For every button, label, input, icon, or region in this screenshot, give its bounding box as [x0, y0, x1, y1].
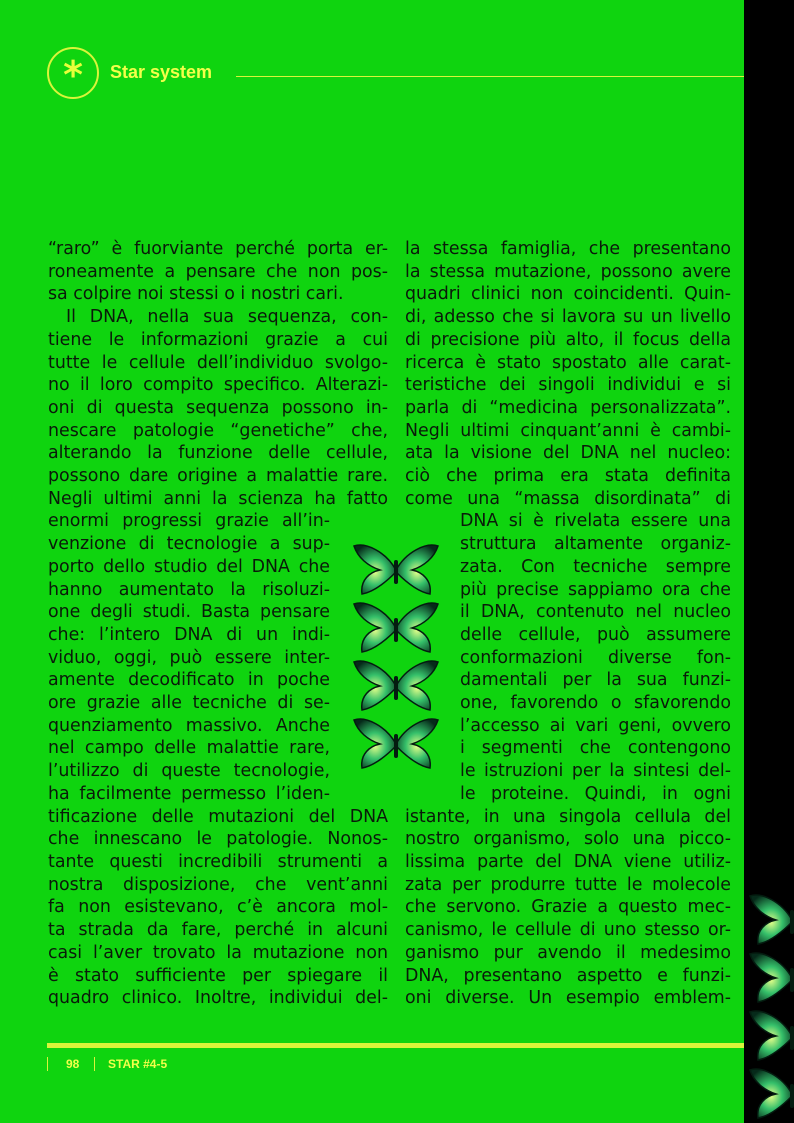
text-line: ta strada da fare, perché in alcuni	[48, 920, 388, 941]
text-line: possono dare origine a malattie rare.	[48, 466, 388, 487]
text-line: nostra disposizione, che vent’anni	[48, 874, 388, 895]
text-line: la stessa famiglia, che presentano	[405, 239, 731, 259]
text-line: venzione di tecnologie a sup-	[48, 534, 330, 555]
text-line: parla di “medicina personalizzata”.	[405, 397, 731, 418]
text-line: oni diverse. Un esempio emblem-	[405, 988, 731, 1009]
text-line: la stessa mutazione, possono avere	[405, 261, 731, 282]
text-line: le istruzioni per la sintesi del-	[460, 761, 731, 782]
text-line: ricerca è stato spostato alle carat-	[405, 352, 731, 373]
text-line: tificazione delle mutazioni del DNA	[48, 806, 388, 827]
right-text-column	[405, 238, 731, 1010]
text-line: one degli studi. Basta pensare	[48, 602, 330, 623]
text-line: zata. Con tecniche sempre	[460, 556, 731, 577]
text-line: tiene le informazioni grazie a cui	[48, 329, 388, 350]
text-line: quadri clinici non coincidenti. Quin-	[405, 284, 731, 305]
section-title: Star system	[110, 62, 213, 82]
text-line: tante questi incredibili strumenti a	[48, 851, 388, 872]
text-line: sa colpire noi stessi o i nostri cari.	[48, 284, 344, 305]
text-line: delle cellule, può assumere	[460, 624, 731, 645]
text-line: teristiche dei singoli individui e si	[405, 375, 731, 396]
text-line: canismo, le cellule di uno stesso or-	[405, 920, 731, 941]
text-line: lissima parte del DNA viene utiliz-	[405, 851, 731, 872]
text-line: ata la visione del DNA nel nucleo:	[405, 443, 731, 464]
text-line: ciò che prima era stata definita	[405, 466, 731, 487]
text-line: DNA, presentano aspetto e funzi-	[405, 965, 731, 986]
text-line: Il DNA, nella sua sequenza, con-	[66, 307, 388, 328]
header-divider	[236, 76, 744, 77]
text-line: DNA si è rivelata essere una	[460, 511, 731, 532]
text-line: ganismo pur avendo il medesimo	[405, 942, 731, 963]
text-line: “raro” è fuorviante perché porta er-	[48, 239, 388, 259]
text-line: viduo, oggi, può essere inter-	[48, 647, 330, 668]
text-line: di precisione più alto, il focus della	[405, 329, 731, 350]
text-line: che innescano le patologie. Nonos-	[48, 829, 388, 850]
text-line: Negli ultimi cinquant’anni è cambi-	[405, 420, 731, 441]
text-line: hanno aumentato la risoluzi-	[48, 579, 330, 600]
text-line: nel campo delle malattie rare,	[48, 738, 330, 759]
footer-divider	[47, 1043, 744, 1048]
butterfly-icon	[350, 714, 442, 772]
text-line: l’utilizzo di queste tecnologie,	[48, 761, 330, 782]
text-line: porto dello studio del DNA che	[48, 556, 330, 577]
footer-separator	[47, 1057, 48, 1071]
text-line: Negli ultimi anni la scienza ha fatto	[48, 488, 388, 509]
text-line: di, adesso che si lavora su un livello	[405, 307, 731, 328]
text-line: nostro organismo, solo una picco-	[405, 829, 731, 850]
butterfly-icon	[350, 598, 442, 656]
text-line: quenziamento massivo. Anche	[48, 715, 330, 736]
text-line: le proteine. Quindi, in ogni	[460, 783, 731, 804]
butterfly-icon	[350, 540, 442, 598]
page-number: 98	[66, 1057, 80, 1071]
text-line: conformazioni diverse fon-	[460, 647, 731, 668]
text-line: struttura altamente organiz-	[460, 534, 731, 555]
text-line: enormi progressi grazie all’in-	[48, 511, 330, 532]
butterfly-icon	[746, 948, 794, 1006]
butterfly-column	[350, 540, 444, 772]
text-line: ha facilmente permesso l’iden-	[48, 783, 330, 804]
asterisk-logo-icon	[47, 47, 99, 99]
text-line: casi l’aver trovato la mutazione non	[48, 942, 388, 963]
text-line: è stato sufficiente per spiegare il	[48, 965, 388, 986]
text-line: no il loro compito specifico. Alterazi-	[48, 375, 388, 396]
text-line: amente decodificato in poche	[48, 670, 330, 691]
text-line: oni di questa sequenza possono in-	[48, 397, 388, 418]
side-butterflies	[746, 890, 794, 1122]
text-line: alterando la funzione delle cellule,	[48, 443, 388, 464]
text-line: fa non esistevano, c’è ancora mol-	[48, 897, 388, 918]
text-line: che: l’intero DNA di un indi-	[48, 624, 330, 645]
text-line: come una “massa disordinata” di	[405, 488, 731, 509]
text-line: che servono. Grazie a questo mec-	[405, 897, 731, 918]
butterfly-icon	[746, 890, 794, 948]
text-line: istante, in una singola cellula del	[405, 806, 731, 827]
text-line: quadro clinico. Inoltre, individui del-	[48, 988, 388, 1009]
issue-label: STAR #4-5	[108, 1057, 168, 1071]
text-line: roneamente a pensare che non pos-	[48, 261, 388, 282]
text-line: damentali per la sua funzi-	[460, 670, 731, 691]
text-line: i segmenti che contengono	[460, 738, 731, 759]
text-line: tutte le cellule dell’individuo svolgo-	[48, 352, 388, 373]
butterfly-icon	[746, 1006, 794, 1064]
left-text-column	[48, 238, 388, 1010]
logo-glyph: *	[63, 53, 83, 97]
text-line: più precise sappiamo ora che	[460, 579, 731, 600]
text-line: l’accesso ai vari geni, ovvero	[460, 715, 731, 736]
butterfly-icon	[746, 1064, 794, 1122]
text-line: nescare patologie “genetiche” che,	[48, 420, 388, 441]
butterfly-icon	[350, 656, 442, 714]
footer-separator	[94, 1057, 95, 1071]
text-line: ore grazie alle tecniche di se-	[48, 693, 330, 714]
text-line: il DNA, contenuto nel nucleo	[460, 602, 731, 623]
text-line: zata per produrre tutte le molecole	[405, 874, 731, 895]
text-line: one, favorendo o sfavorendo	[460, 693, 731, 714]
